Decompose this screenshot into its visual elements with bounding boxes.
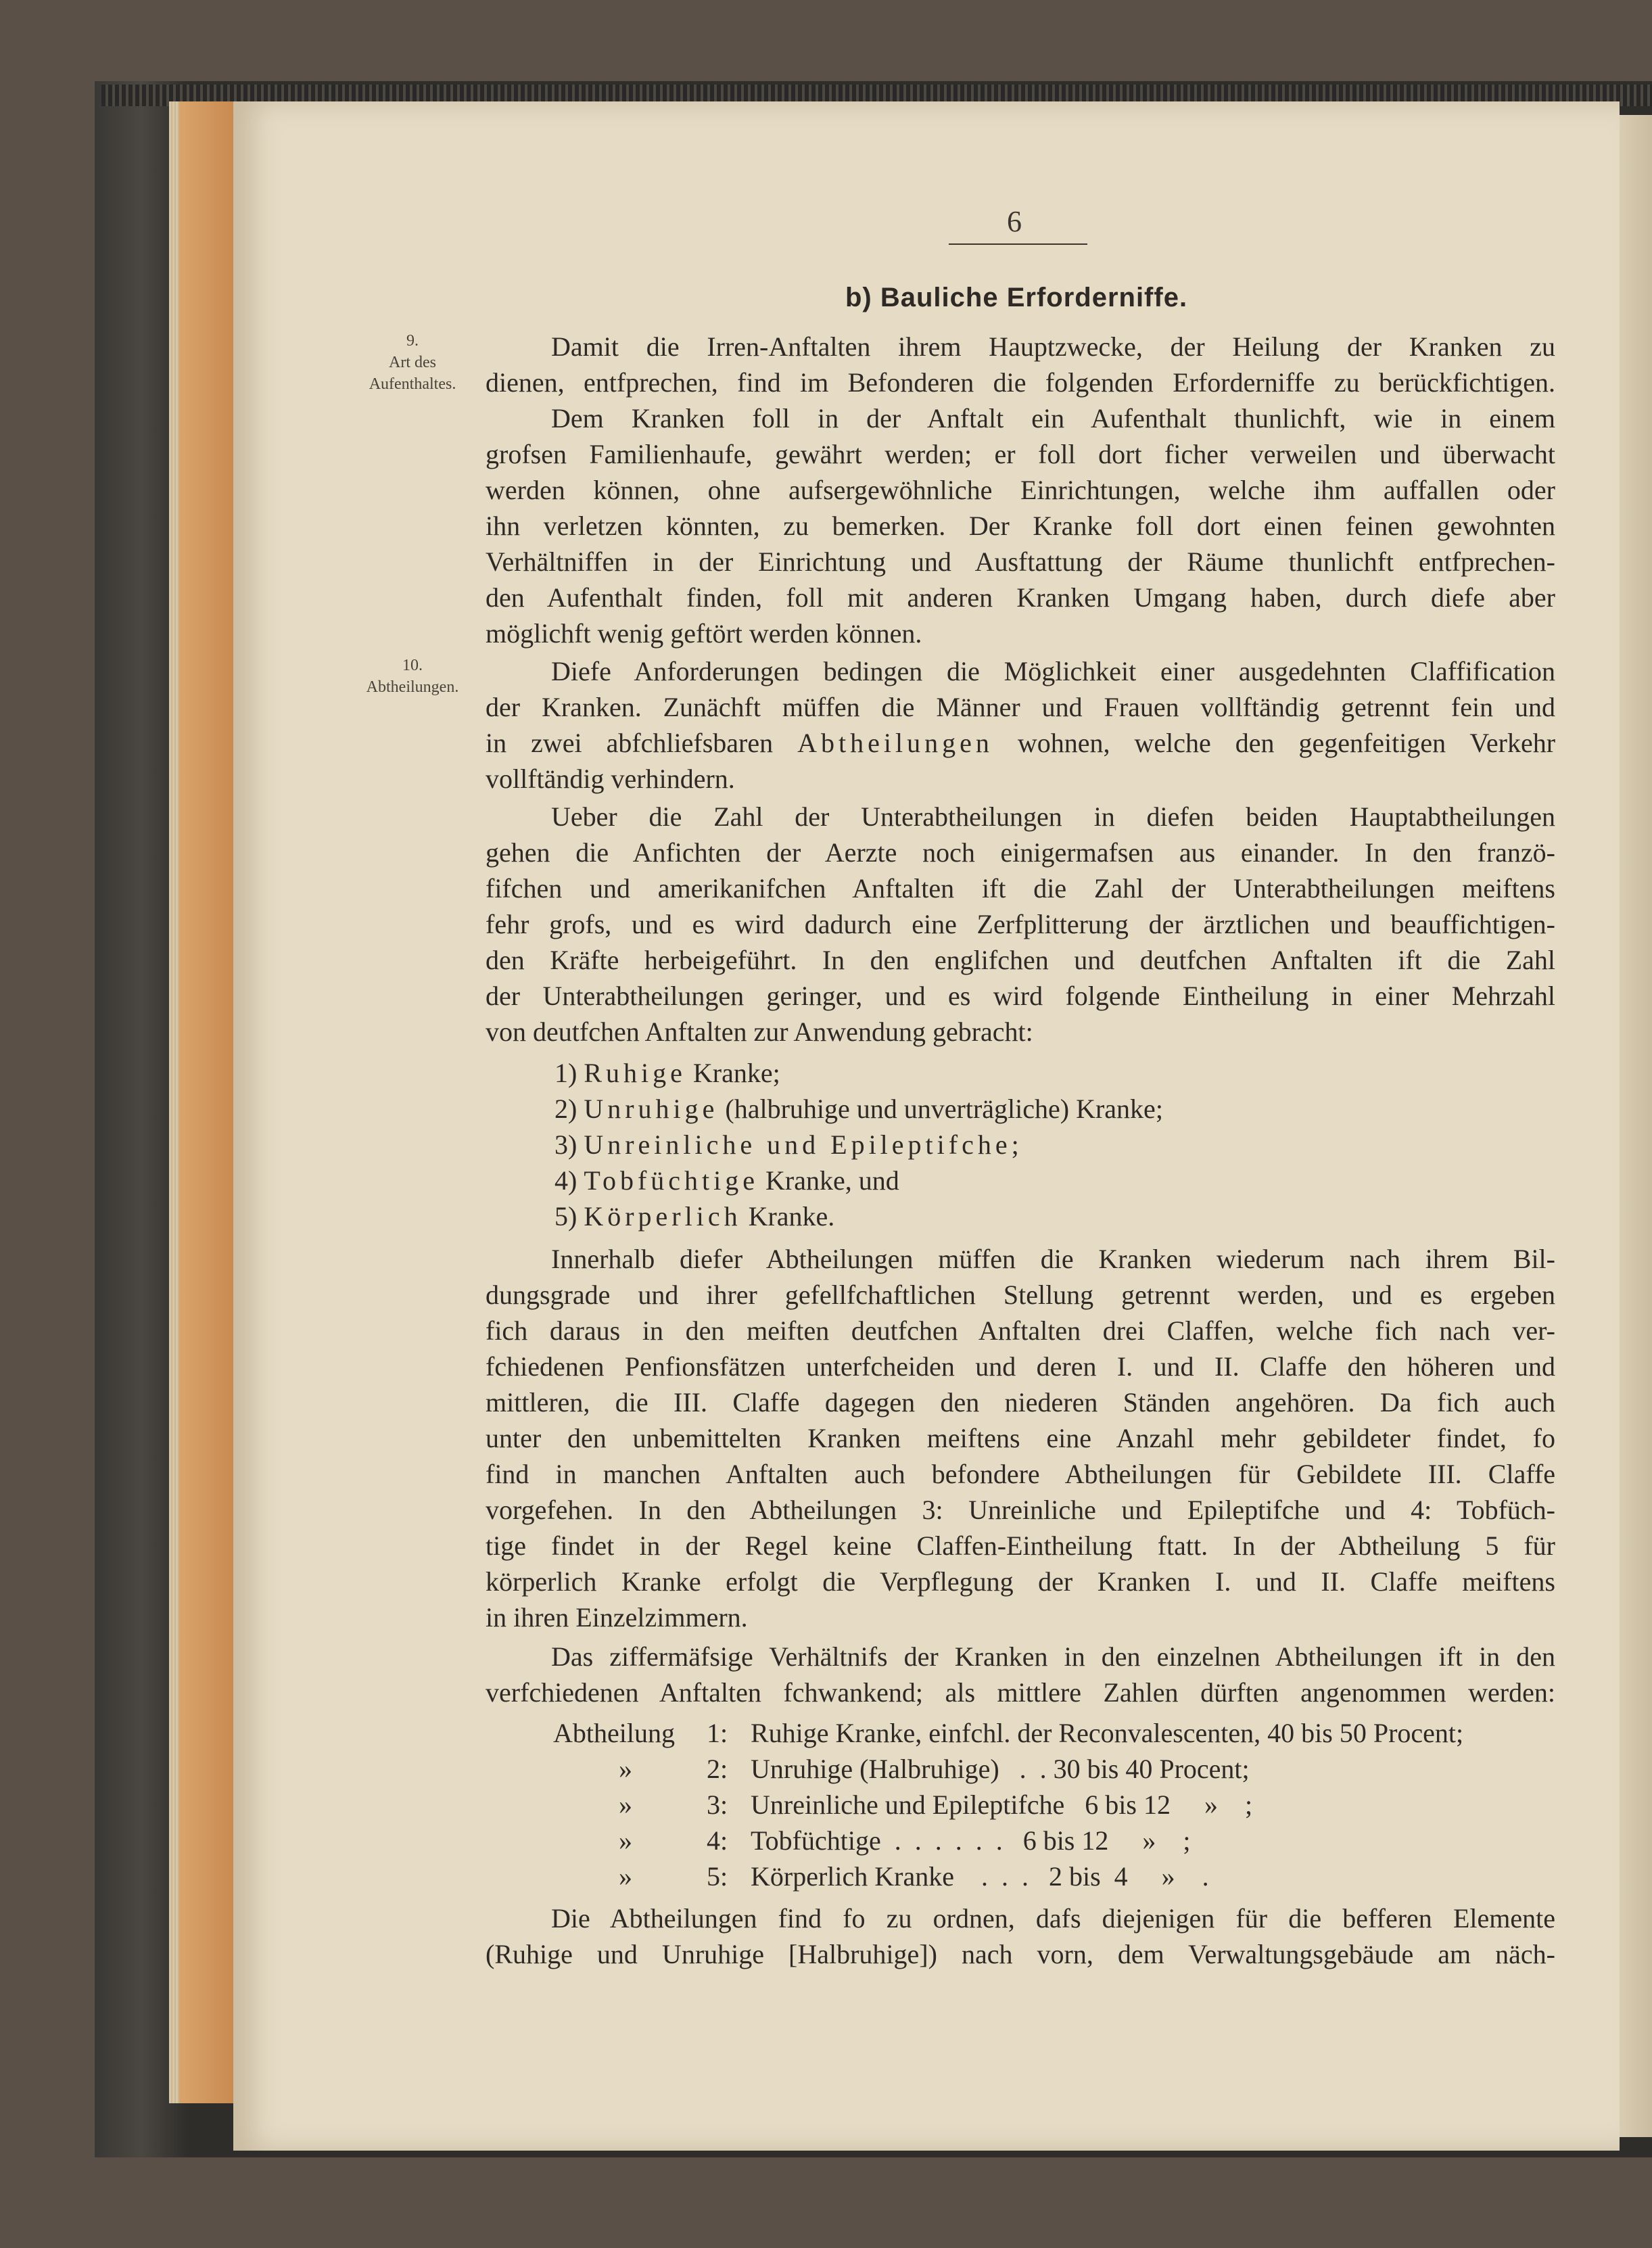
text-line: (Ruhige und Unruhige [Halbruhige]) nach vorn, dem Verwaltungsgebäude am näch- bbox=[486, 1939, 1555, 1969]
text-span: Kranke; bbox=[692, 1058, 780, 1088]
text-line: tige findet in der Regel keine Claffen-Eintheilung ftatt. In der Abtheilung 5 für bbox=[486, 1530, 1555, 1561]
endpaper-edge bbox=[179, 101, 233, 2103]
text-line bbox=[486, 726, 1555, 760]
text-line: den Aufenthalt finden, foll mit anderen Kranken Umgang haben, durch diefe aber bbox=[486, 582, 1555, 613]
spaced-term: Ruhige bbox=[584, 1058, 686, 1088]
text-span: wohnen, welche den gegenfeitigen Verkehr bbox=[1017, 728, 1556, 758]
text-line: vollftändig verhindern. bbox=[486, 764, 735, 794]
margin-note-number: 10. bbox=[402, 657, 423, 674]
text-line: den Kräfte herbeigeführt. In den englifchen und deutfchen Anftalten ift die Zahl bbox=[486, 945, 1555, 975]
text-line: vorgefehen. In den Abtheilungen 3: Unreinliche und Epileptifche und 4: Tobfüch- bbox=[486, 1495, 1555, 1525]
text-line: fich daraus in den meiften deutfchen Anftalten drei Claffen, welche fich nach ver- bbox=[486, 1315, 1555, 1346]
list-number: 5) bbox=[554, 1201, 577, 1232]
list-item bbox=[554, 1164, 899, 1198]
table-row-num: 5: bbox=[707, 1861, 728, 1892]
text-line: von deutfchen Anftalten zur Anwendung gebracht: bbox=[486, 1016, 1033, 1047]
table-row-desc: Ruhige Kranke, einfchl. der Reconvalescenten, 40 bis 50 Procent; bbox=[751, 1718, 1464, 1748]
spaced-term: Abtheilungen bbox=[797, 728, 993, 758]
spaced-term: Körperlich bbox=[584, 1201, 742, 1232]
table-row-num: 1: bbox=[707, 1718, 728, 1748]
margin-note-line: Aufenthaltes. bbox=[369, 375, 456, 393]
margin-note-number: 9. bbox=[406, 332, 419, 350]
text-line: werden können, ohne aufsergewöhnliche Einrichtungen, welche ihm auffallen oder bbox=[486, 475, 1555, 505]
text-line: Verhältniffen in der Einrichtung und Ausftattung der Räume thunlichft entfprechen- bbox=[486, 546, 1555, 577]
list-item bbox=[554, 1200, 834, 1234]
text-line: dienen, entfprechen, find im Befonderen die folgenden Erforderniffe zu berückfichtigen. bbox=[486, 367, 1555, 398]
margin-note-9 bbox=[338, 330, 487, 395]
text-line: Dem Kranken foll in der Anftalt ein Aufenthalt thunlichft, wie in einem bbox=[551, 403, 1555, 434]
text-line: in ihren Einzelzimmern. bbox=[486, 1602, 748, 1633]
spaced-term: Tobfüchtige bbox=[584, 1165, 759, 1196]
text-line: unter den unbemittelten Kranken meiftens eine Anzahl mehr gebildeter findet, fo bbox=[486, 1423, 1555, 1453]
table-row-num: 3: bbox=[707, 1789, 728, 1820]
text-line: fehr grofs, und es wird dadurch eine Zerfplitterung der ärztlichen und beauffichtigen- bbox=[486, 909, 1555, 939]
table-row-num: 2: bbox=[707, 1754, 728, 1784]
text-line: der Kranken. Zunächft müffen die Männer und Frauen vollftändig getrennt fein und bbox=[486, 692, 1555, 722]
spaced-term: Unreinliche und Epileptifche; bbox=[584, 1129, 1023, 1160]
text-line: ihn verletzen könnten, zu bemerken. Der Kranke foll dort einen feinen gewohnten bbox=[486, 511, 1555, 541]
text-line: Innerhalb diefer Abtheilungen müffen die Kranken wiederum nach ihrem Bil- bbox=[551, 1244, 1555, 1274]
list-item bbox=[554, 1128, 1023, 1162]
text-line: fifchen und amerikanifchen Anftalten ift die Zahl der Unterabtheilungen meiftens bbox=[486, 873, 1555, 904]
table-row-lead: » bbox=[619, 1754, 632, 1784]
section-heading: b) Bauliche Erforderniffe. bbox=[845, 283, 1188, 312]
text-span: (halbruhige und unverträgliche) Kranke; bbox=[725, 1094, 1163, 1124]
table-row-desc: Unruhige (Halbruhige) . . 30 bis 40 Procent; bbox=[751, 1754, 1250, 1784]
text-line: Damit die Irren-Anftalten ihrem Hauptzwecke, der Heilung der Kranken zu bbox=[551, 331, 1555, 362]
text-line: möglichft wenig geftört werden können. bbox=[486, 618, 922, 649]
text-span: Kranke, und bbox=[765, 1165, 899, 1196]
table-row-lead: » bbox=[619, 1861, 632, 1892]
table-row-lead: » bbox=[619, 1825, 632, 1856]
text-line: grofsen Familienhaufe, gewährt werden; er foll dort ficher verweilen und überwacht bbox=[486, 439, 1555, 469]
list-number: 2) bbox=[554, 1094, 577, 1124]
text-line: der Unterabtheilungen geringer, und es wird folgende Eintheilung in einer Mehrzahl bbox=[486, 981, 1555, 1011]
text-line: find in manchen Anftalten auch befondere Abtheilungen für Gebildete III. Claffe bbox=[486, 1459, 1555, 1489]
table-row-desc: Unreinliche und Epileptifche 6 bis 12 » ; bbox=[751, 1789, 1253, 1820]
table-row-lead: » bbox=[619, 1789, 632, 1820]
table-row-desc: Körperlich Kranke . . . 2 bis 4 » . bbox=[751, 1861, 1209, 1892]
page-number-rule bbox=[949, 243, 1087, 245]
list-number: 3) bbox=[554, 1129, 577, 1160]
list-item bbox=[554, 1092, 1163, 1126]
table-row-lead: Abtheilung bbox=[553, 1718, 675, 1748]
text-span: Kranke. bbox=[748, 1201, 835, 1232]
text-line: Diefe Anforderungen bedingen die Möglichkeit einer ausgedehnten Claffification bbox=[551, 656, 1555, 686]
table-row-desc: Tobfüchtige . . . . . . 6 bis 12 » ; bbox=[751, 1825, 1191, 1856]
text-line: dungsgrade und ihrer gefellfchaftlichen Stellung getrennt werden, und es ergeben bbox=[486, 1280, 1555, 1310]
text-line: Ueber die Zahl der Unterabtheilungen in diefen beiden Hauptabtheilungen bbox=[551, 801, 1555, 832]
text-line: mittleren, die III. Claffe dagegen den niederen Ständen angehören. Da fich auch bbox=[486, 1387, 1555, 1418]
text-line: Das ziffermäfsige Verhältnifs der Kranken in den einzelnen Abtheilungen ift in den bbox=[551, 1641, 1555, 1672]
table-row-num: 4: bbox=[707, 1825, 728, 1856]
text-line: Die Abtheilungen find fo zu ordnen, dafs diejenigen für die befferen Elemente bbox=[551, 1903, 1555, 1934]
text-line: verfchiedenen Anftalten fchwankend; als mittlere Zahlen dürften angenommen werden: bbox=[486, 1677, 1555, 1708]
list-number: 1) bbox=[554, 1058, 577, 1088]
text-span: in zwei abfchliefsbaren bbox=[486, 728, 774, 758]
text-line: fchiedenen Penfionsfätzen unterfcheiden und deren I. und II. Claffe den höheren und bbox=[486, 1351, 1555, 1382]
text-line: gehen die Anfichten der Aerzte noch einigermafsen aus einander. In den franzö- bbox=[486, 837, 1555, 868]
spaced-term: Unruhige bbox=[584, 1094, 719, 1124]
margin-note-line: Abtheilungen. bbox=[366, 678, 459, 696]
page-number: 6 bbox=[1007, 205, 1022, 238]
margin-note-line: Art des bbox=[389, 354, 436, 371]
right-page-edge bbox=[1620, 115, 1652, 2137]
margin-note-10 bbox=[338, 655, 487, 698]
list-number: 4) bbox=[554, 1165, 577, 1196]
list-item bbox=[554, 1056, 780, 1090]
text-line: körperlich Kranke erfolgt die Verpflegung der Kranken I. und II. Claffe meiftens bbox=[486, 1566, 1555, 1597]
